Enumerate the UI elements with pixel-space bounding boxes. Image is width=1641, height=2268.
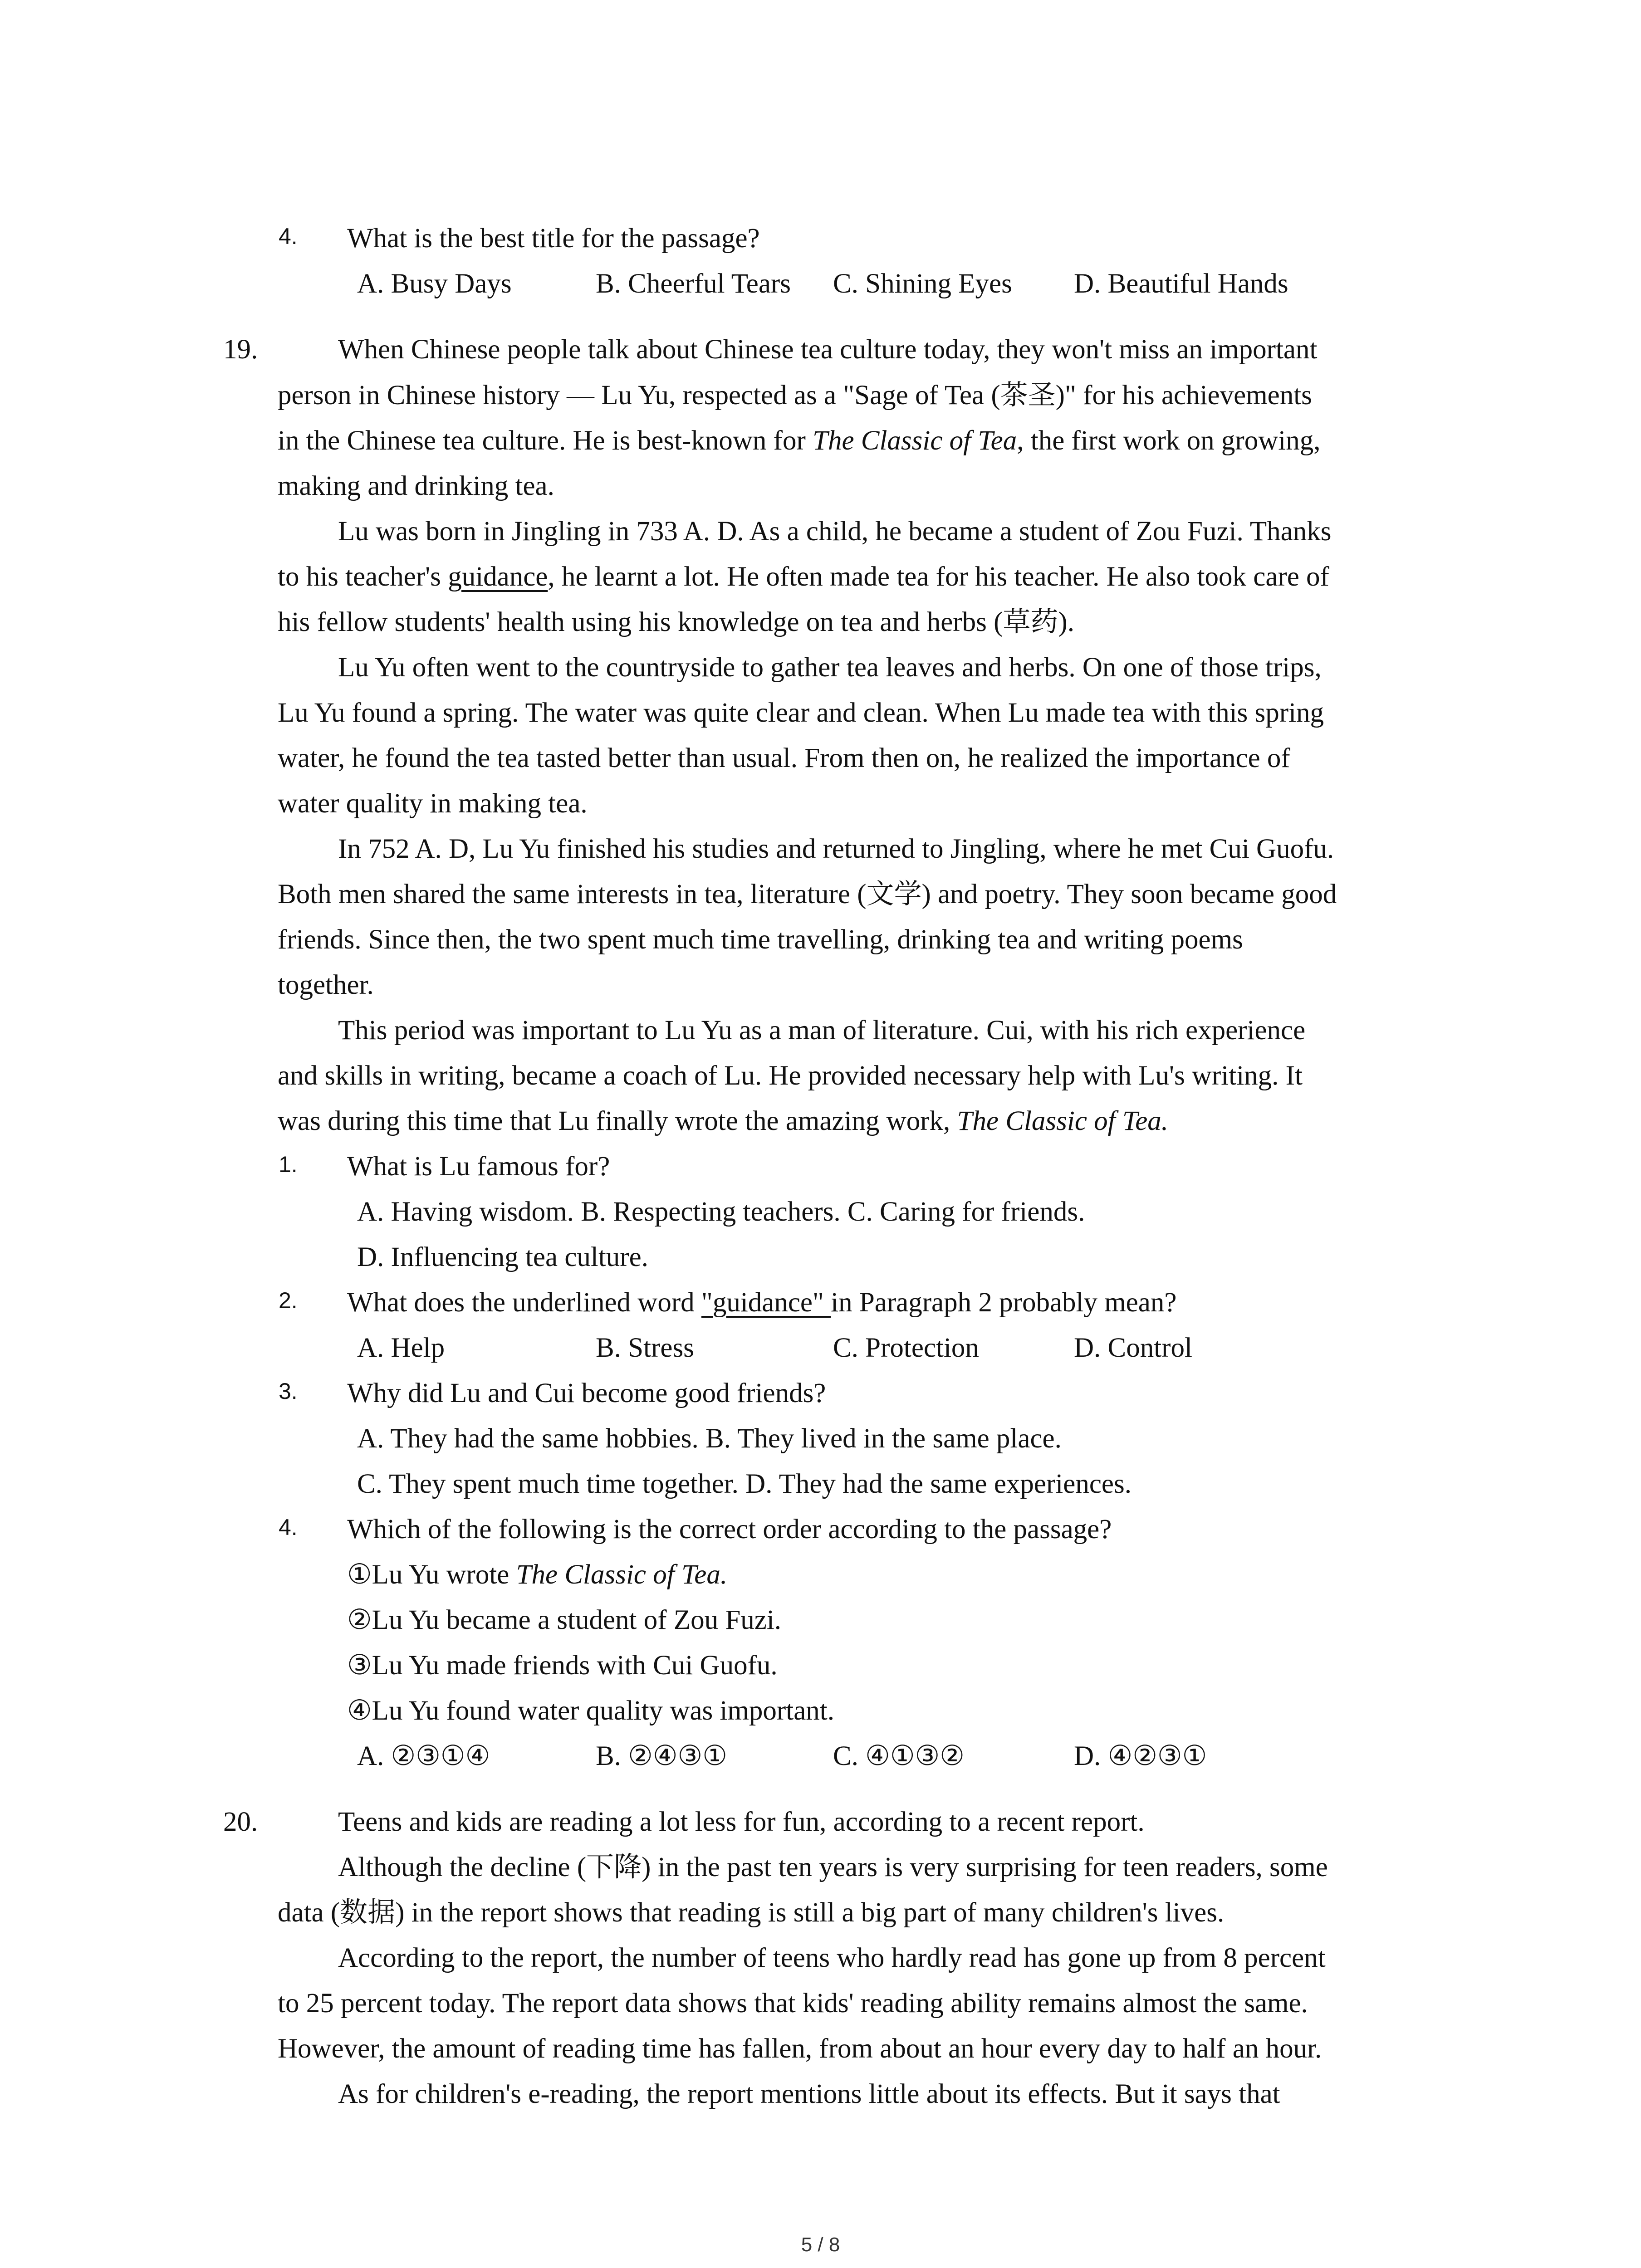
- q20-number: 20.: [223, 1807, 258, 1837]
- q20-line3: data (数据) in the report shows that reading is still a big part of many children's lives.: [278, 1897, 1225, 1928]
- underlined-word-guidance: guidance: [448, 562, 548, 592]
- q19-p3-line3: water, he found the tea tasted better than usual. From then on, he realized the importance of: [278, 743, 1290, 773]
- q19-2-option-d: D. Control: [1074, 1333, 1192, 1363]
- q19-p2-line1: Lu was born in Jingling in 733 A. D. As a child, he became a student of Zou Fuzi. Thanks: [338, 516, 1332, 547]
- q19-4-item-2: ②Lu Yu became a student of Zou Fuzi.: [347, 1605, 782, 1635]
- q19-1-number: 1.: [279, 1152, 298, 1177]
- q19-p4-line4: together.: [278, 970, 374, 1000]
- q19-p2-line2: [278, 563, 1329, 591]
- q18-4-number: 4.: [279, 224, 298, 249]
- q19-p2-line2-rest: , he learnt a lot. He often made tea for his teacher. He also took care of: [548, 562, 1329, 592]
- q19-p1-line3: [278, 427, 1320, 455]
- q19-4-option-c: C. ④①③②: [833, 1741, 965, 1771]
- q19-p4-line2: Both men shared the same interests in tea, literature (文学) and poetry. They soon became good: [278, 879, 1337, 909]
- q19-p4-line1: In 752 A. D, Lu Yu finished his studies and returned to Jingling, where he met Cui Guofu.: [338, 834, 1334, 864]
- q19-2-text-a: What does the underlined word: [347, 1287, 701, 1318]
- q19-2-option-b: B. Stress: [596, 1333, 694, 1363]
- q19-4-number: 4.: [279, 1515, 298, 1540]
- q19-4-item-3: ③Lu Yu made friends with Cui Guofu.: [347, 1650, 778, 1681]
- q19-4-option-d: D. ④②③①: [1074, 1741, 1207, 1771]
- q19-p5-line3-text: was during this time that Lu finally wrote the amazing work,: [278, 1106, 957, 1136]
- book-title: The Classic of Tea.: [516, 1559, 728, 1590]
- q19-p3-line4: water quality in making tea.: [278, 788, 588, 819]
- q19-1-options-line1: A. Having wisdom. B. Respecting teachers. C. Caring for friends.: [357, 1197, 1085, 1227]
- q19-p5-line1: This period was important to Lu Yu as a man of literature. Cui, with his rich experience: [338, 1015, 1306, 1046]
- q18-4-option-b: B. Cheerful Tears: [596, 269, 791, 299]
- q20-line7: As for children's e-reading, the report mentions little about its effects. But it says that: [338, 2079, 1280, 2109]
- book-title: The Classic of Tea: [813, 425, 1017, 456]
- q18-4-option-a: A. Busy Days: [357, 269, 512, 299]
- q19-p1-line3-rest: , the first work on growing,: [1017, 425, 1321, 456]
- q19-p1-line4: making and drinking tea.: [278, 471, 554, 501]
- q19-4-item-4: ④Lu Yu found water quality was important.: [347, 1696, 834, 1726]
- q19-4-item-1: [347, 1561, 727, 1589]
- q19-2-text-b: in Paragraph 2 probably mean?: [831, 1287, 1177, 1318]
- q19-2-underlined-word: "guidance": [701, 1287, 831, 1318]
- q19-p1-line3-text: in the Chinese tea culture. He is best-known for: [278, 425, 813, 456]
- q18-4-option-c: C. Shining Eyes: [833, 269, 1012, 299]
- q19-3-options-line1: A. They had the same hobbies. B. They lived in the same place.: [357, 1423, 1062, 1454]
- q20-line6: However, the amount of reading time has fallen, from about an hour every day to half an hour.: [278, 2033, 1322, 2064]
- q19-2-option-a: A. Help: [357, 1333, 445, 1363]
- q19-p1-line1: When Chinese people talk about Chinese tea culture today, they won't miss an important: [338, 334, 1318, 365]
- q18-4-option-d: D. Beautiful Hands: [1074, 269, 1288, 299]
- q19-4-text: Which of the following is the correct order according to the passage?: [347, 1514, 1112, 1545]
- q19-p5-line3: [278, 1107, 1168, 1135]
- q19-p5-line2: and skills in writing, became a coach of Lu. He provided necessary help with Lu's writing. It: [278, 1061, 1303, 1091]
- q19-4-option-a: A. ②③①④: [357, 1741, 490, 1771]
- q19-4-option-b: B. ②④③①: [596, 1741, 727, 1771]
- q19-3-options-line2: C. They spent much time together. D. They had the same experiences.: [357, 1469, 1132, 1499]
- q19-2-option-c: C. Protection: [833, 1333, 979, 1363]
- q18-4-text: What is the best title for the passage?: [347, 223, 760, 254]
- q20-line2: Although the decline (下降) in the past ten years is very surprising for teen readers, some: [338, 1852, 1328, 1882]
- q19-number: 19.: [223, 334, 258, 365]
- q19-p3-line2: Lu Yu found a spring. The water was quite clear and clean. When Lu made tea with this spring: [278, 698, 1324, 728]
- page-number: 5 / 8: [801, 2234, 840, 2256]
- q19-2-text: [347, 1289, 1176, 1316]
- q19-p2-line3: his fellow students' health using his knowledge on tea and herbs (草药).: [278, 607, 1074, 637]
- q20-line4: According to the report, the number of teens who hardly read has gone up from 8 percent: [338, 1943, 1326, 1973]
- q19-1-text: What is Lu famous for?: [347, 1151, 610, 1182]
- q19-3-text: Why did Lu and Cui become good friends?: [347, 1378, 826, 1408]
- q19-p2-line2-text: to his teacher's: [278, 562, 448, 592]
- q19-p3-line1: Lu Yu often went to the countryside to gather tea leaves and herbs. On one of those trips,: [338, 652, 1322, 683]
- q20-line1: Teens and kids are reading a lot less for fun, according to a recent report.: [338, 1807, 1145, 1837]
- q19-3-number: 3.: [279, 1378, 298, 1404]
- q19-p1-line2: person in Chinese history — Lu Yu, respected as a "Sage of Tea (茶圣)" for his achievements: [278, 380, 1312, 411]
- q19-p4-line3: friends. Since then, the two spent much time travelling, drinking tea and writing poems: [278, 924, 1243, 955]
- q19-4-item-1-text: ①Lu Yu wrote: [347, 1559, 516, 1590]
- q19-1-options-line2: D. Influencing tea culture.: [357, 1242, 648, 1272]
- q19-2-number: 2.: [279, 1288, 298, 1313]
- q20-line5: to 25 percent today. The report data shows that kids' reading ability remains almost the same.: [278, 1988, 1308, 2019]
- book-title: The Classic of Tea.: [957, 1106, 1169, 1136]
